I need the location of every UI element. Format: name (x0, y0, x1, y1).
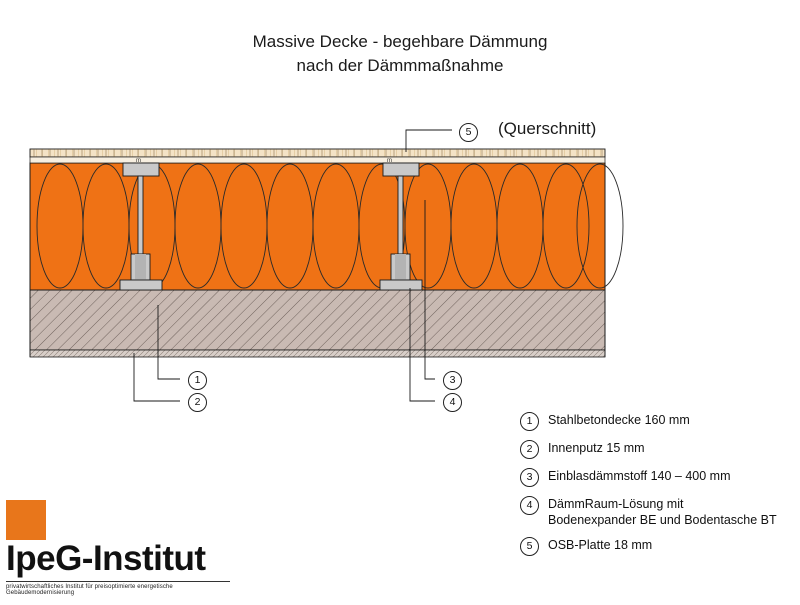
legend-number: 5 (520, 537, 539, 556)
insulation-fill (30, 163, 605, 290)
legend-item (520, 537, 795, 556)
legend-label-main: DämmRaum-Lösung mit (548, 497, 684, 511)
legend-label (548, 412, 795, 428)
title-line-1: Massive Decke - begehbare Dämmung (252, 32, 548, 51)
legend-label (548, 440, 795, 456)
legend-label-main: Innenputz 15 mm (548, 441, 645, 455)
legend-label (548, 537, 795, 553)
stud-mark-right: m (387, 158, 392, 164)
legend-number: 3 (520, 468, 539, 487)
legend-item (520, 496, 795, 528)
legend-label (548, 496, 795, 528)
legend-item (520, 440, 795, 459)
legend-item (520, 412, 795, 431)
legend-number: 4 (520, 496, 539, 515)
callout-4: 4 (443, 393, 462, 412)
legend (520, 412, 795, 565)
osb-board (30, 149, 605, 157)
logo-wordmark: IpeG-Institut (6, 539, 206, 578)
logo (6, 500, 236, 596)
callout-3: 3 (443, 371, 462, 390)
legend-label (548, 468, 795, 484)
callout-1: 1 (188, 371, 207, 390)
legend-number: 1 (520, 412, 539, 431)
legend-label-main: OSB-Platte 18 mm (548, 538, 653, 552)
osb-underlayer (30, 157, 605, 163)
logo-mark-icon (6, 500, 46, 540)
concrete-slab (30, 290, 605, 350)
plaster-layer (30, 350, 605, 357)
legend-label-sub: Bodenexpander BE und Bodentasche BT (548, 513, 777, 527)
legend-label-main: Einblasdämmstoff 140 – 400 mm (548, 469, 731, 483)
callout-2: 2 (188, 393, 207, 412)
title-line-2: nach der Dämmmaßnahme (296, 56, 504, 75)
logo-subtitle: privatwirtschaftliches Institut für preisoptimierte energetische Gebäudemodernisierung (6, 581, 230, 596)
cross-section-label: (Querschnitt) (498, 119, 597, 138)
stud-mark-left: m (136, 158, 141, 164)
legend-label-main: Stahlbetondecke 160 mm (548, 413, 690, 427)
legend-item (520, 468, 795, 487)
callout-5: 5 (459, 123, 478, 142)
legend-number: 2 (520, 440, 539, 459)
